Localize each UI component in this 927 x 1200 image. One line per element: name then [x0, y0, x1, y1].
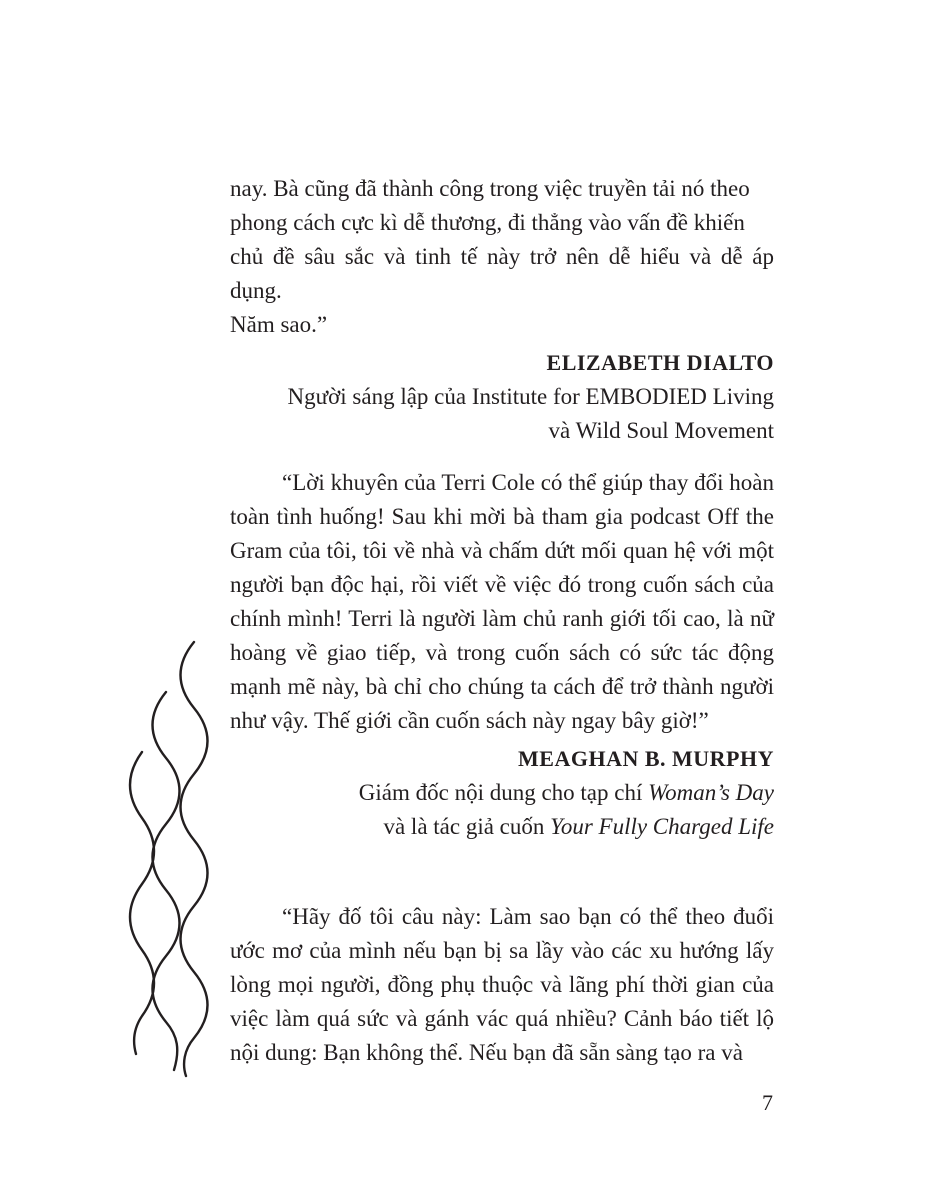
- magazine-title: Woman’s Day: [648, 780, 774, 805]
- author-name: ELIZABETH DIALTO: [546, 350, 774, 375]
- role-text: và là tác giả cuốn: [383, 814, 551, 839]
- quote-text-line: phong cách cực kì dễ thương, đi thẳng vào vấn đề khiến: [230, 210, 745, 235]
- quote-text-line: nay. Bà cũng đã thành công trong việc truyền tải nó theo: [230, 176, 750, 201]
- page-number: 7: [762, 1090, 773, 1115]
- quote-elizabeth-dialto: [230, 172, 774, 448]
- book-title: Your Fully Charged Life: [550, 814, 774, 839]
- author-role: [230, 776, 774, 810]
- quote-text-line: Năm sao.”: [230, 312, 328, 337]
- author-name: MEAGHAN B. MURPHY: [518, 746, 774, 771]
- author-role: [230, 810, 774, 844]
- role-text: Giám đốc nội dung cho tạp chí: [358, 780, 649, 805]
- quote-third: [230, 900, 774, 1070]
- author-role: và Wild Soul Movement: [548, 418, 774, 443]
- author-role: Người sáng lập của Institute for EMBODIED Living: [287, 384, 774, 409]
- quote-meaghan-murphy: [230, 466, 774, 844]
- quote-text: “Lời khuyên của Terri Cole có thể giúp thay đổi hoàn toàn tình huống! Sau khi mời bà tham gia podcast Off the Gram của tôi, tôi về nhà và chấm dứt mối quan hệ với một người bạn độc hại, rồi viết về việc đó trong cuốn sách của chính mình! Terri là người làm chủ ranh giới tối cao, là nữ hoàng về giao tiếp, và trong cuốn sách có sức tác động mạnh mẽ này, bà chỉ cho chúng ta cách để trở thành người như vậy. Thế giới cần cuốn sách này ngay bây giờ!”: [230, 470, 774, 733]
- wavy-lines-icon: [128, 640, 218, 1080]
- quote-text-line: chủ đề sâu sắc và tinh tế này trở nên dễ hiểu và dễ áp dụng.: [230, 244, 774, 303]
- quote-text: “Hãy đố tôi câu này: Làm sao bạn có thể theo đuổi ước mơ của mình nếu bạn bị sa lầy vào các xu hướng lấy lòng mọi người, đồng phụ thuộc và lãng phí thời gian của việc làm quá sức và gánh vác quá nhiều? Cảnh báo tiết lộ nội dung: Bạn không thể. Nếu bạn đã sẵn sàng tạo ra và: [230, 904, 774, 1065]
